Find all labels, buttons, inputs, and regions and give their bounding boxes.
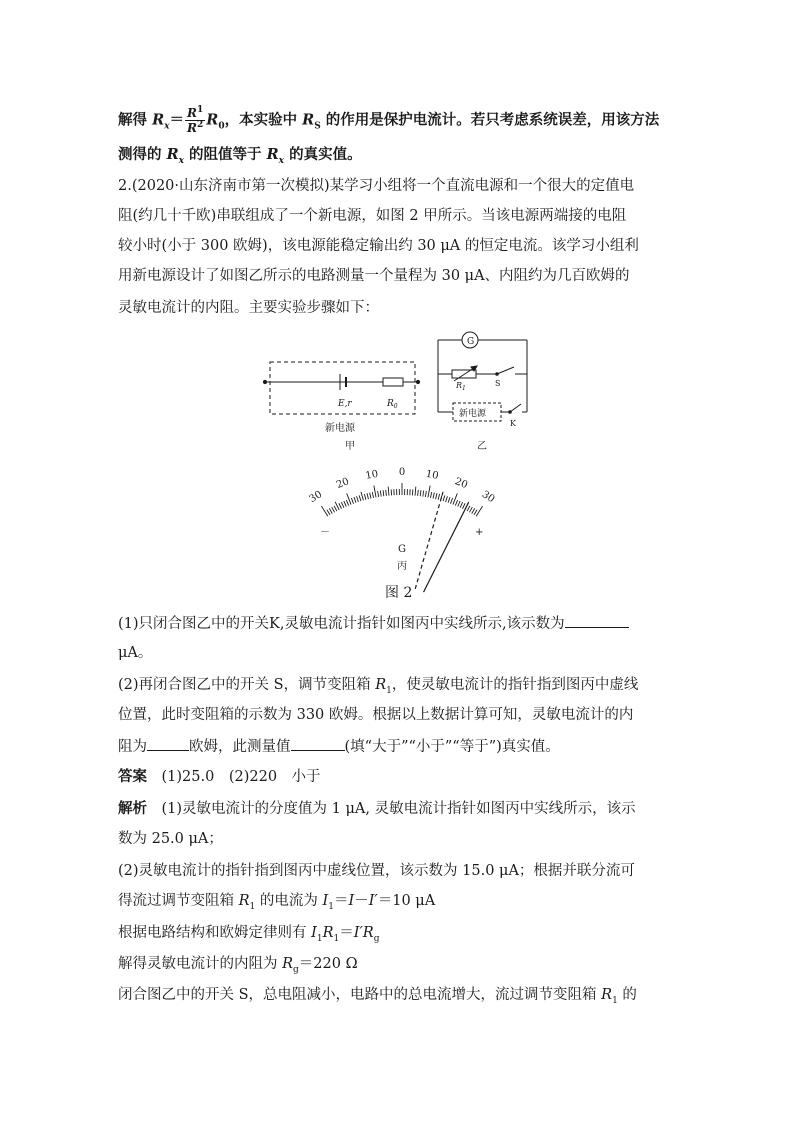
meter-tick	[386, 490, 387, 496]
figure-2	[0, 325, 794, 615]
meter-tick	[420, 490, 421, 496]
meter-tick	[450, 498, 452, 504]
meter-tick	[438, 494, 440, 500]
meter-tick	[370, 493, 371, 499]
intro-line-1: 解得 $R_x=$ $\frac{R^1}{R^2}$ $R_0$，本实验中 $R_S$ 的作用是保护电流计。若只考虑系统误差，用该方法	[118, 105, 660, 135]
problem-line-5: 灵敏电流计的内阻。主要实验步骤如下：	[118, 300, 379, 316]
jia-caption: 甲	[345, 441, 355, 452]
yi-k-label: K	[510, 419, 516, 428]
meter-tick-label: 10	[424, 468, 440, 482]
yi-caption: 乙	[477, 441, 487, 452]
meter-tick	[334, 506, 337, 511]
yi-box-label: 新电源	[459, 409, 487, 419]
meter-tick-label: 20	[334, 476, 351, 492]
analysis-line-2: 数为 25.0 μA；	[118, 831, 223, 847]
problem-line-3: 较小时(小于 300 欧姆)，该电源能稳定输出约 30 μA 的恒定电流。该学习小组利	[118, 238, 639, 254]
meter-tick	[418, 490, 419, 496]
jia-r0-label: $R_0$	[387, 399, 398, 410]
analysis-line-5: 根据电路结构和欧姆定律则有 $I_1R_1=I'R_g$	[118, 925, 380, 944]
meter-tick	[433, 493, 434, 499]
meter-tick	[361, 492, 363, 501]
meter-tick	[364, 494, 366, 500]
meter-plus: +	[475, 527, 484, 538]
meter-tick	[327, 510, 330, 515]
meter-tick	[469, 507, 472, 512]
meter-tick	[448, 497, 450, 503]
q2-line-1: (2)再闭合图乙中的开关 S，调节变阻箱 $R_1$，使灵敏电流计的指针指到图丙中虚线	[118, 677, 639, 696]
meter-tick	[321, 506, 327, 516]
q1-blank[interactable]	[565, 613, 629, 628]
q1-line-1: (1)只闭合图乙中的开关K,灵敏电流计指针如图丙中实线所示,该示数为	[118, 613, 629, 634]
analysis-line-4: 得流过调节变阻箱 $R_1$ 的电流为 $I_1=I-I'=10$ μA	[118, 893, 436, 912]
meter-tick	[388, 487, 389, 496]
analysis-label: 解析	[118, 800, 147, 817]
meter-tick	[476, 506, 482, 516]
meter-tick-label: 10	[364, 468, 380, 482]
q1-line-2: μA。	[118, 645, 153, 661]
meter-tick	[428, 486, 430, 498]
figure-caption: 图 2	[385, 585, 413, 601]
problem-line-2: 阻(约几十千欧)串联组成了一个新电源，如图 2 甲所示。当该电源两端接的电阻	[118, 208, 627, 224]
meter-tick	[467, 506, 470, 511]
q2-line-2: 位置，此时变阻箱的示数为 330 欧姆。根据以上数据计算可知，灵敏电流计的内	[118, 707, 634, 723]
meter-tick	[329, 508, 332, 513]
meter-tick	[436, 493, 437, 499]
meter-tick	[443, 495, 445, 501]
meter-tick	[458, 501, 460, 507]
yi-s-label: S	[495, 379, 501, 388]
yi-r1-label: $R_1$	[456, 381, 466, 392]
meter-tick-label: 0	[398, 467, 406, 478]
meter-caption: 丙	[397, 561, 407, 572]
meter-tick	[430, 492, 431, 498]
meter-g-label: G	[398, 544, 406, 555]
meter-needle-solid	[424, 503, 469, 592]
meter-tick	[423, 491, 424, 497]
analysis-line-1: 解析 (1)灵敏电流计的分度值为 1 μA, 灵敏电流计指针如图丙中实线所示，该示	[118, 800, 636, 817]
answer-label: 答案	[118, 768, 147, 785]
meter-tick	[344, 501, 346, 507]
q2-line-3: 阻为 欧姆，此测量值 (填“大于”“小于”“等于”)真实值。	[118, 736, 560, 757]
meter-tick	[460, 502, 462, 507]
meter-tick	[341, 502, 343, 507]
meter-tick	[474, 510, 477, 515]
jia-box-label: 新电源	[325, 423, 355, 434]
analysis-line-3: (2)灵敏电流计的指针指到图丙中虚线位置，该示数为 15.0 μA；根据并联分流可	[118, 863, 635, 879]
meter-needle-dashed	[415, 493, 443, 589]
meter-tick-label: 30	[307, 489, 325, 506]
analysis-line-7: 闭合图乙中的开关 S，总电阻减小，电路中的总电流增大，流过调节变阻箱 $R_1$ 的	[118, 987, 637, 1006]
meter-tick	[367, 493, 368, 499]
yi-g-label: G	[467, 337, 475, 347]
meter-tick	[346, 500, 348, 506]
meter-tick	[359, 495, 361, 501]
meter-tick	[455, 500, 457, 506]
meter-tick	[351, 498, 353, 504]
meter-tick	[339, 503, 342, 508]
analysis-line-6: 解得灵敏电流计的内阻为 $R_g=220$ Ω	[118, 956, 358, 975]
meter-tick	[332, 507, 335, 512]
meter-tick	[446, 496, 448, 502]
q2-blank-1[interactable]	[147, 736, 189, 751]
circuit-yi	[438, 332, 527, 421]
meter-tick	[415, 487, 416, 496]
meter-tick-label: 30	[479, 489, 497, 506]
meter-tick	[354, 497, 356, 503]
q2-blank-2[interactable]	[291, 736, 345, 751]
meter-tick	[383, 490, 384, 496]
meter-tick	[374, 486, 376, 498]
meter-tick	[378, 491, 379, 497]
meter-tick	[472, 508, 475, 513]
meter-tick	[462, 503, 465, 508]
meter-tick-label: 20	[453, 476, 470, 492]
meter-tick	[372, 492, 373, 498]
problem-line-4: 用新电源设计了如图乙所示的电路测量一个量程为 30 μA、内阻约为几百欧姆的	[118, 268, 630, 284]
meter-scale	[308, 467, 497, 592]
meter-tick	[380, 491, 381, 497]
answer-line: 答案 (1)25.0 (2)220 小于	[118, 768, 321, 785]
meter-tick	[425, 491, 426, 497]
meter-tick	[357, 496, 359, 502]
meter-minus: －	[320, 527, 330, 538]
fraction: $\frac{R^1}{R^2}$	[187, 105, 204, 135]
jia-er-label: E,r	[338, 399, 352, 409]
intro-line-2: 测得的 $R_x$ 的阻值等于 $R_x$ 的真实值。	[118, 146, 362, 166]
problem-line-1: 2.(2020·山东济南市第一次模拟)某学习小组将一个直流电源和一个很大的定值电	[118, 178, 635, 194]
